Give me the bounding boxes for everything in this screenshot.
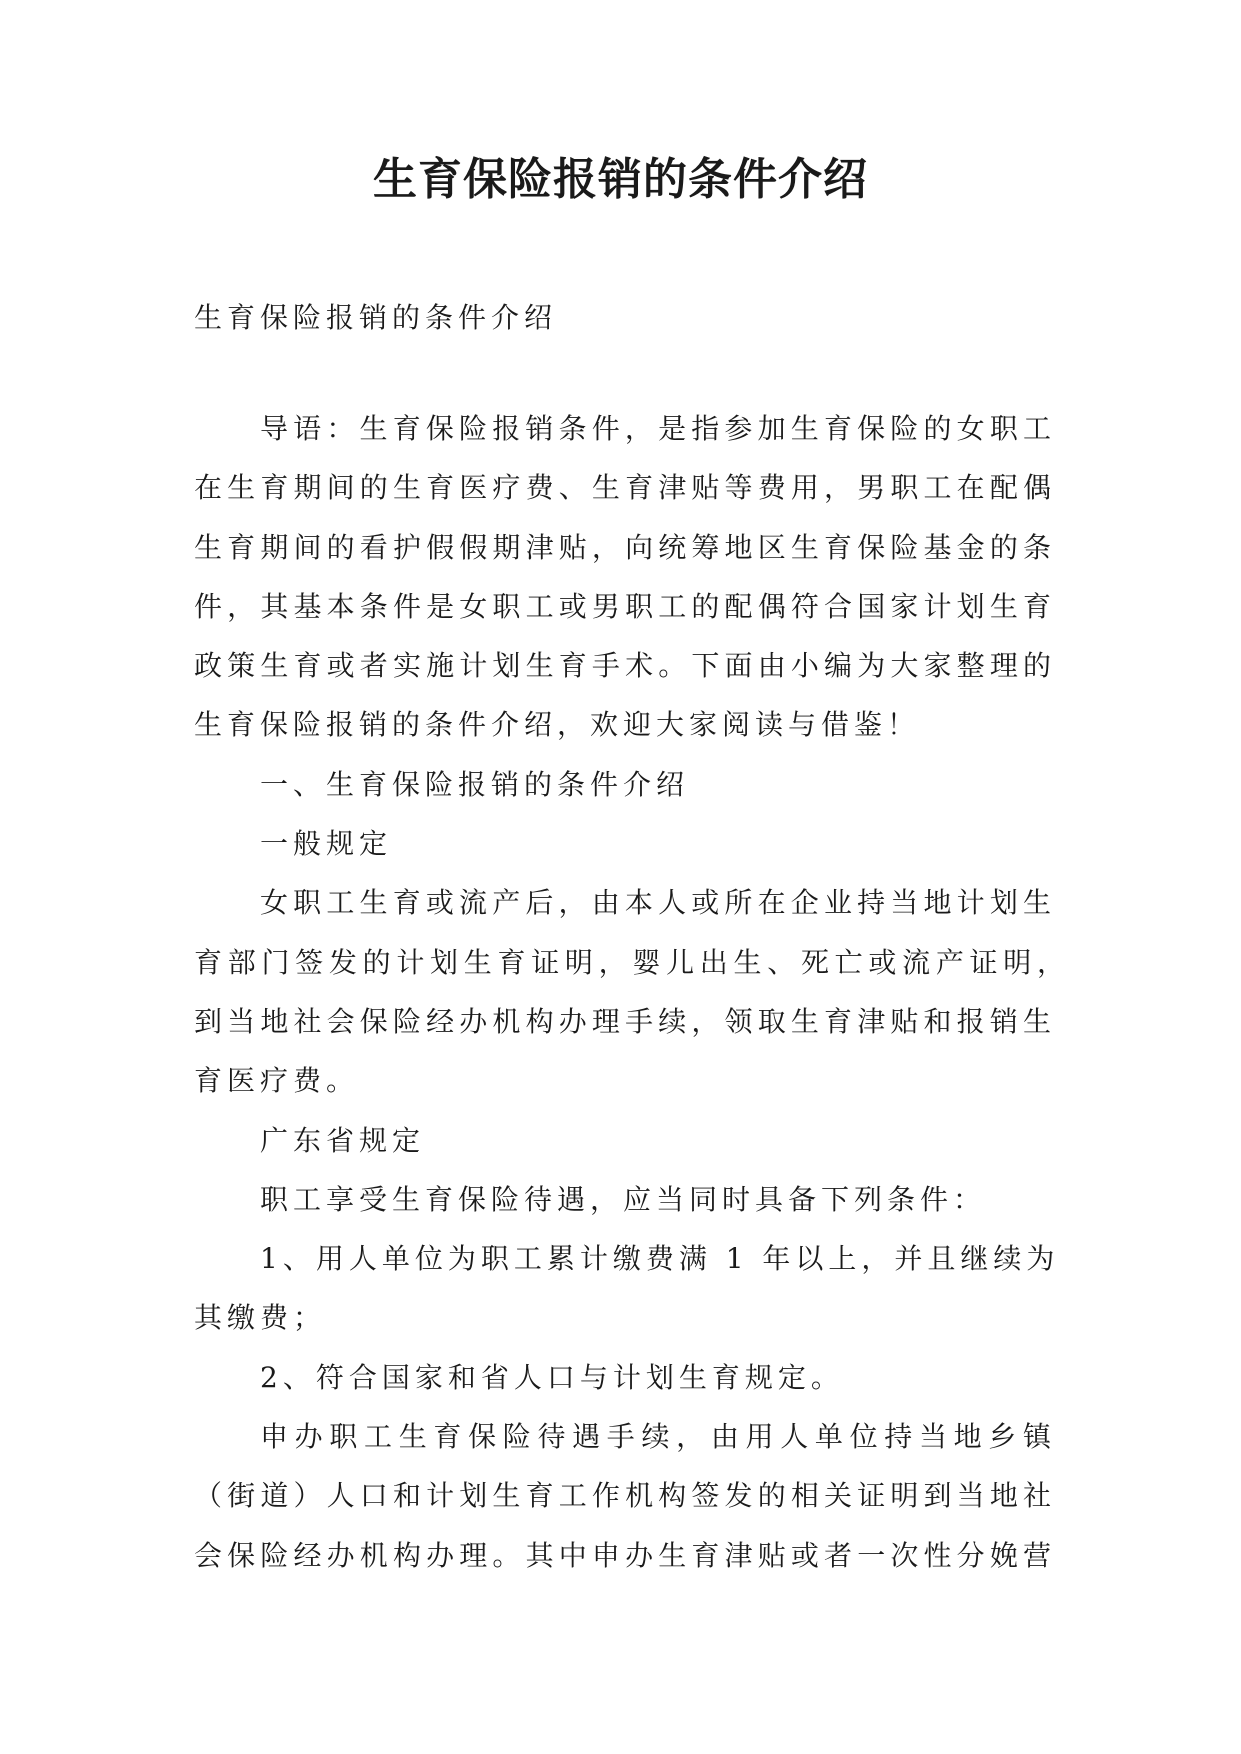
condition-item [194,1229,1060,1348]
condition-item [194,1348,1056,1407]
document-subtitle: 生育保险报销的条件介绍 [194,301,558,334]
paragraph-line: 件，其基本条件是女职工或男职工的配偶符合国家计划生育 [194,589,1056,623]
general-rules-heading: 一般规定 [260,827,393,861]
paragraph-line: 育医疗费。 [194,1064,360,1098]
paragraph-line: （街道）人口和计划生育工作机构签发的相关证明到当地社 [194,1479,1056,1513]
paragraph-line: 到当地社会保险经办机构办理手续，领取生育津贴和报销生 [194,1004,1056,1038]
conditions-lead: 职工享受生育保险待遇，应当同时具备下列条件： [260,1182,987,1216]
document-title: 生育保险报销的条件介绍 [373,154,868,205]
procedure-paragraph [194,1407,1056,1585]
paragraph-line: 会保险经办机构办理。其中申办生育津贴或者一次性分娩营 [194,1538,1056,1572]
paragraph-line: 其缴费； [194,1301,327,1335]
paragraph-line: 女职工生育或流产后，由本人或所在企业持当地计划生 [260,886,1056,920]
paragraph-line: 1、用人单位为职工累计缴费满 1 年以上，并且继续为 [260,1242,1060,1276]
paragraph-line: 申办职工生育保险待遇手续，由用人单位持当地乡镇 [260,1420,1056,1454]
guangdong-rules-heading: 广东省规定 [260,1123,426,1157]
paragraph-line: 育部门签发的计划生育证明，婴儿出生、死亡或流产证明， [194,945,1070,979]
general-rules-paragraph [194,873,1070,1110]
intro-paragraph [194,399,1056,755]
paragraph-line: 导语：生育保险报销条件，是指参加生育保险的女职工 [260,412,1056,445]
document-body [194,399,1070,1585]
paragraph-line: 在生育期间的生育医疗费、生育津贴等费用，男职工在配偶 [194,471,1056,505]
section-heading: 一、生育保险报销的条件介绍 [260,767,690,801]
paragraph-line: 2、符合国家和省人口与计划生育规定。 [260,1360,844,1394]
paragraph-line: 生育期间的看护假假期津贴，向统筹地区生育保险基金的条 [194,530,1056,564]
paragraph-line: 生育保险报销的条件介绍，欢迎大家阅读与借鉴！ [194,708,921,742]
paragraph-line: 政策生育或者实施计划生育手术。下面由小编为大家整理的 [194,649,1056,683]
